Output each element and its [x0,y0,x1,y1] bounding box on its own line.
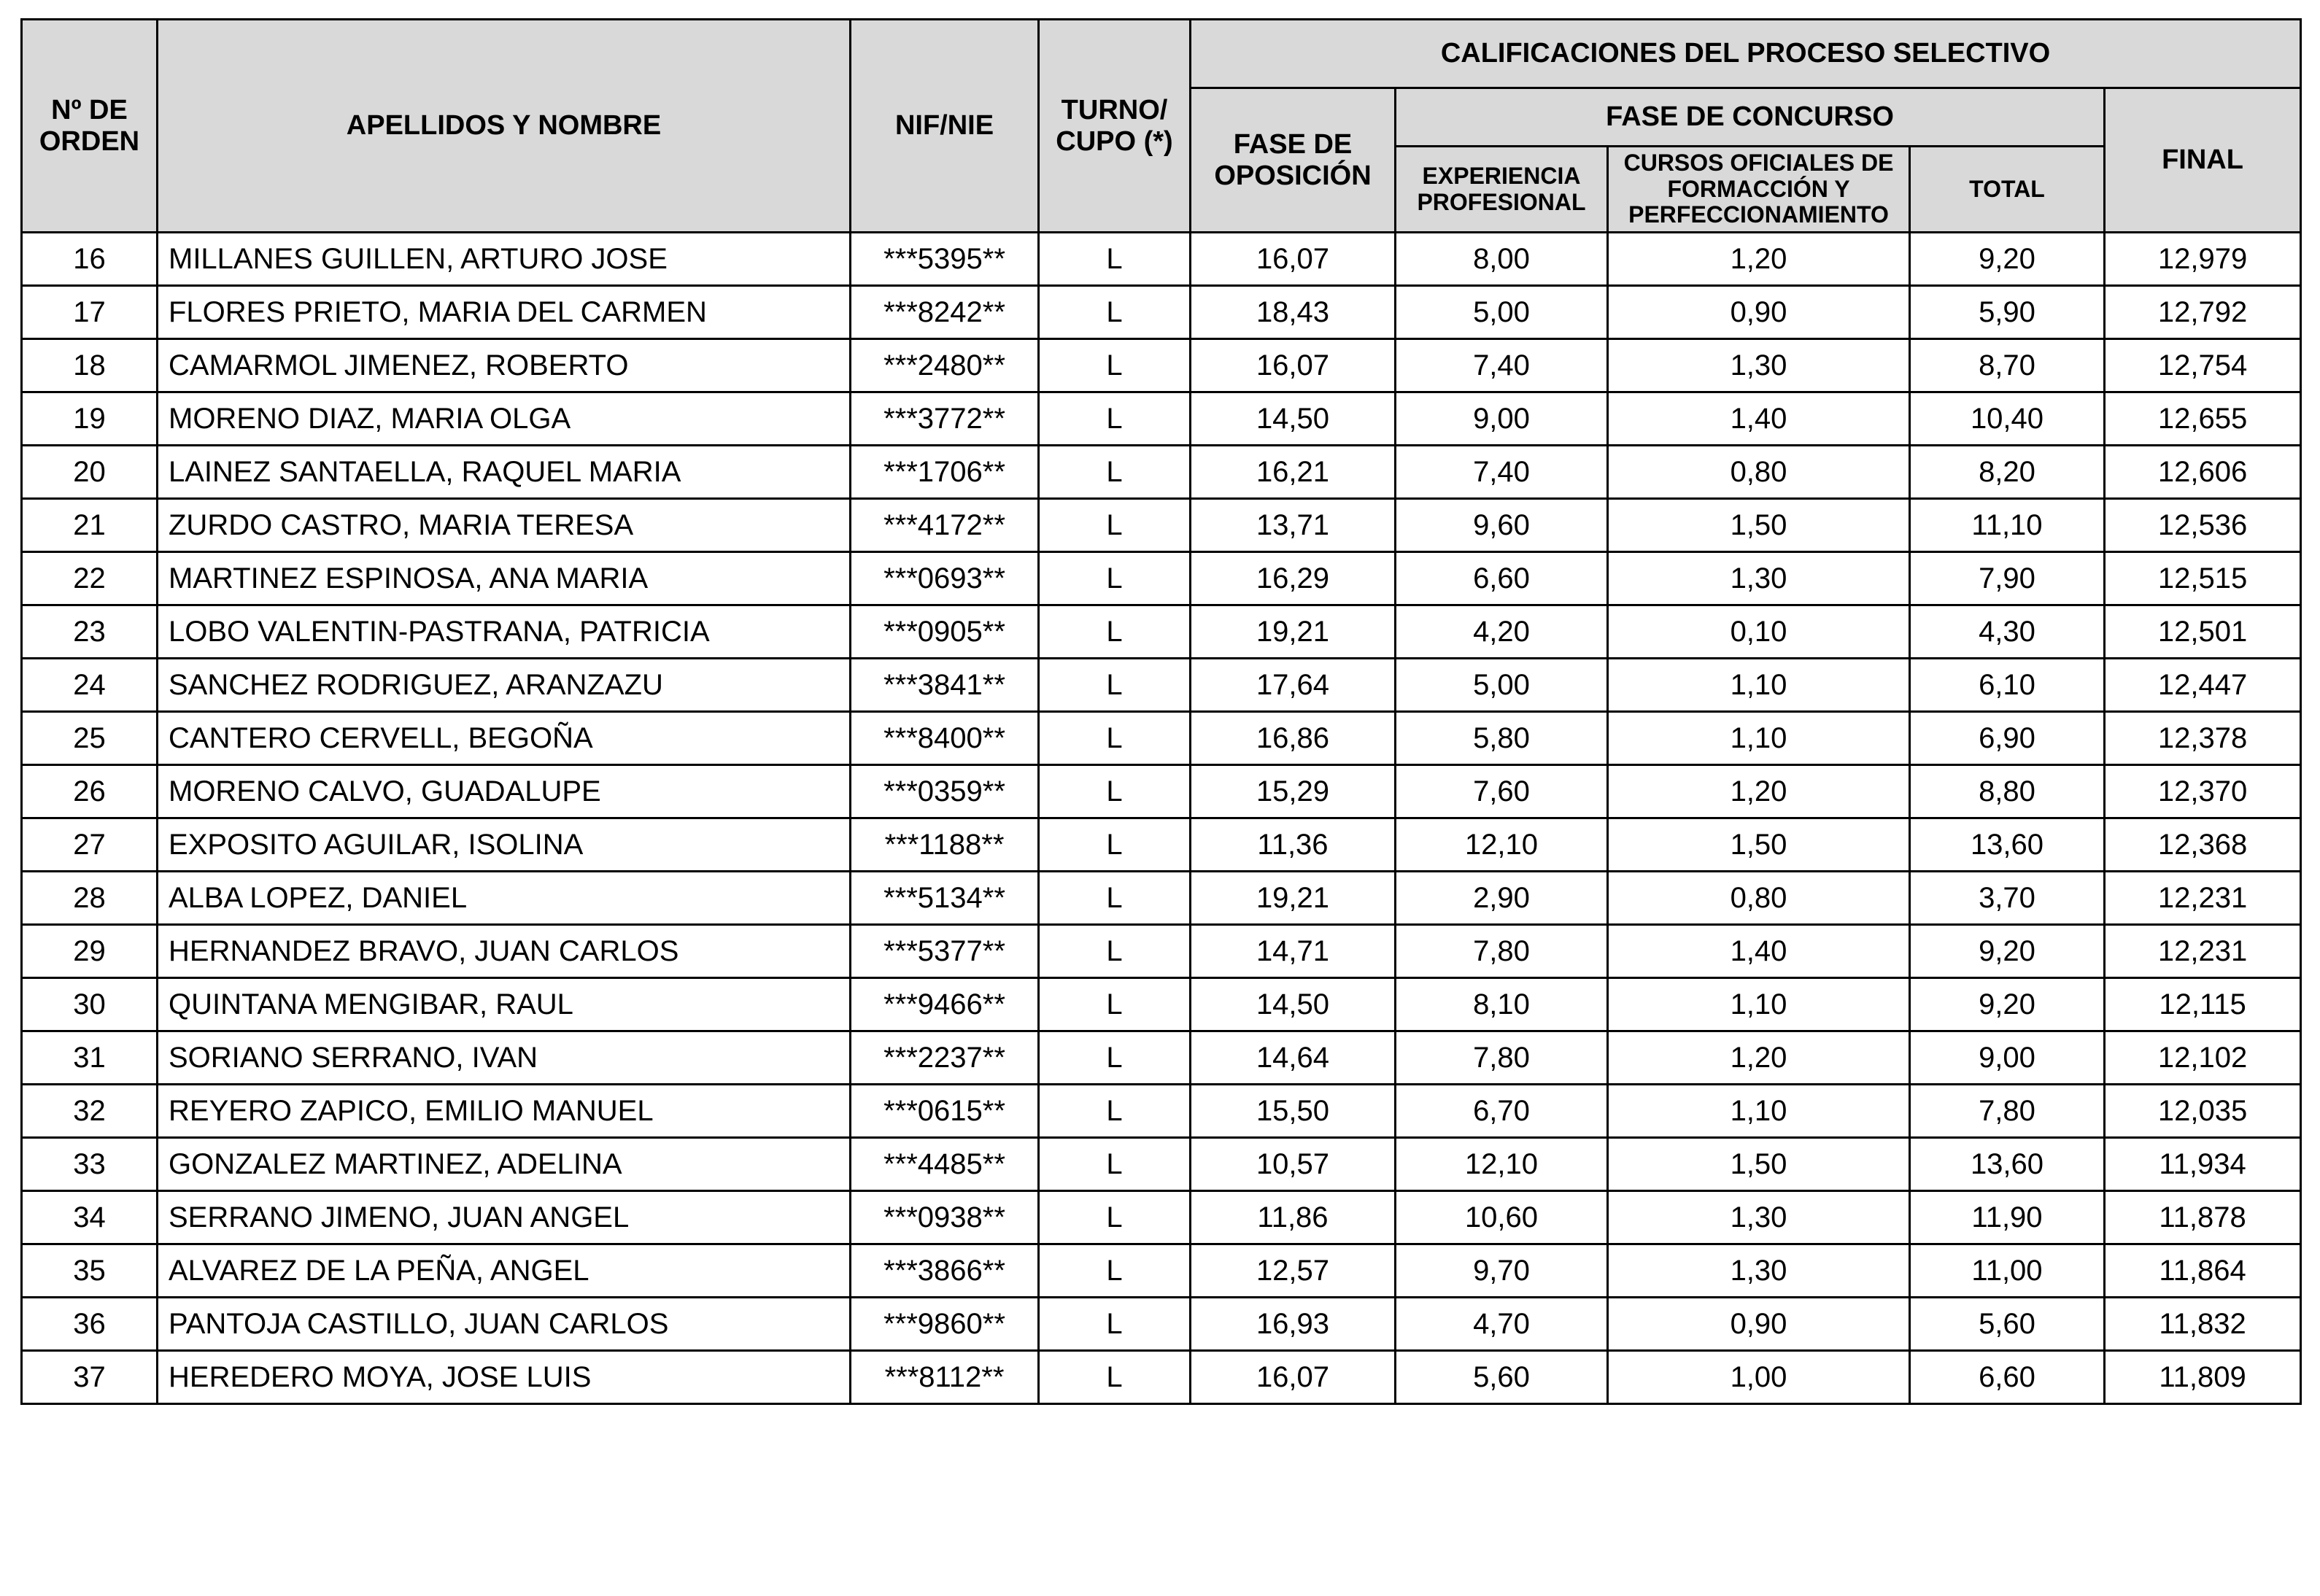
cell-total: 10,40 [1910,392,2105,446]
cell-turno: L [1039,659,1191,712]
cell-final: 12,231 [2105,925,2301,978]
cell-nif: ***9860** [851,1298,1039,1351]
header-nombre: APELLIDOS Y NOMBRE [158,20,851,233]
table-row [22,1244,2301,1298]
cell-turno: L [1039,978,1191,1031]
cell-cursos: 1,30 [1608,1244,1910,1298]
cell-oposicion: 11,86 [1191,1191,1396,1244]
cell-experiencia: 9,60 [1396,499,1608,552]
cell-nombre: SANCHEZ RODRIGUEZ, ARANZAZU [158,659,851,712]
cell-experiencia: 2,90 [1396,872,1608,925]
cell-turno: L [1039,286,1191,339]
cell-nif: ***2480** [851,339,1039,392]
table-row [22,1085,2301,1138]
table-row [22,1351,2301,1404]
cell-experiencia: 8,00 [1396,233,1608,286]
cell-cursos: 1,50 [1608,818,1910,872]
cell-final: 12,792 [2105,286,2301,339]
cell-experiencia: 10,60 [1396,1191,1608,1244]
header-concurso: FASE DE CONCURSO [1396,88,2105,147]
cell-experiencia: 7,40 [1396,446,1608,499]
cell-oposicion: 15,50 [1191,1085,1396,1138]
cell-final: 11,864 [2105,1244,2301,1298]
cell-nombre: MILLANES GUILLEN, ARTURO JOSE [158,233,851,286]
cell-total: 11,00 [1910,1244,2105,1298]
cell-turno: L [1039,339,1191,392]
cell-turno: L [1039,552,1191,605]
cell-total: 9,20 [1910,233,2105,286]
table-header [22,20,2301,233]
cell-experiencia: 8,10 [1396,978,1608,1031]
cell-experiencia: 5,80 [1396,712,1608,765]
cell-nif: ***8400** [851,712,1039,765]
cell-oposicion: 13,71 [1191,499,1396,552]
cell-orden: 16 [22,233,158,286]
cell-total: 6,90 [1910,712,2105,765]
cell-total: 13,60 [1910,1138,2105,1191]
table-row [22,392,2301,446]
table-row [22,446,2301,499]
cell-nombre: MARTINEZ ESPINOSA, ANA MARIA [158,552,851,605]
cell-nombre: LOBO VALENTIN-PASTRANA, PATRICIA [158,605,851,659]
cell-experiencia: 7,80 [1396,1031,1608,1085]
cell-cursos: 1,50 [1608,1138,1910,1191]
cell-oposicion: 14,50 [1191,978,1396,1031]
cell-nombre: GONZALEZ MARTINEZ, ADELINA [158,1138,851,1191]
table-row [22,499,2301,552]
cell-nombre: HEREDERO MOYA, JOSE LUIS [158,1351,851,1404]
cell-turno: L [1039,392,1191,446]
cell-oposicion: 12,57 [1191,1244,1396,1298]
cell-nombre: SORIANO SERRANO, IVAN [158,1031,851,1085]
cell-experiencia: 6,60 [1396,552,1608,605]
header-orden: Nº DE ORDEN [22,20,158,233]
cell-oposicion: 11,36 [1191,818,1396,872]
cell-cursos: 0,80 [1608,446,1910,499]
cell-experiencia: 12,10 [1396,818,1608,872]
cell-nif: ***0615** [851,1085,1039,1138]
cell-orden: 17 [22,286,158,339]
grades-table [20,18,2302,1405]
cell-oposicion: 10,57 [1191,1138,1396,1191]
cell-total: 7,90 [1910,552,2105,605]
cell-nif: ***2237** [851,1031,1039,1085]
cell-nif: ***3866** [851,1244,1039,1298]
header-experiencia: EXPERIENCIA PROFESIONAL [1396,147,1608,233]
cell-cursos: 1,40 [1608,392,1910,446]
cell-nombre: SERRANO JIMENO, JUAN ANGEL [158,1191,851,1244]
cell-final: 12,655 [2105,392,2301,446]
cell-oposicion: 19,21 [1191,872,1396,925]
cell-cursos: 1,00 [1608,1351,1910,1404]
header-turno: TURNO/ CUPO (*) [1039,20,1191,233]
cell-nombre: PANTOJA CASTILLO, JUAN CARLOS [158,1298,851,1351]
cell-cursos: 1,30 [1608,339,1910,392]
cell-nif: ***5377** [851,925,1039,978]
cell-nif: ***4172** [851,499,1039,552]
cell-total: 5,60 [1910,1298,2105,1351]
table-row [22,659,2301,712]
table-row [22,1191,2301,1244]
cell-oposicion: 18,43 [1191,286,1396,339]
cell-oposicion: 14,50 [1191,392,1396,446]
cell-orden: 33 [22,1138,158,1191]
cell-final: 12,606 [2105,446,2301,499]
cell-orden: 31 [22,1031,158,1085]
cell-total: 11,10 [1910,499,2105,552]
header-cursos: CURSOS OFICIALES DE FORMACCIÓN Y PERFECCIONAMIENTO [1608,147,1910,233]
cell-total: 7,80 [1910,1085,2105,1138]
cell-turno: L [1039,1031,1191,1085]
cell-experiencia: 12,10 [1396,1138,1608,1191]
cell-oposicion: 17,64 [1191,659,1396,712]
cell-orden: 22 [22,552,158,605]
table-row [22,818,2301,872]
cell-turno: L [1039,1138,1191,1191]
cell-final: 12,102 [2105,1031,2301,1085]
cell-oposicion: 14,64 [1191,1031,1396,1085]
cell-nif: ***5395** [851,233,1039,286]
cell-nif: ***0905** [851,605,1039,659]
cell-turno: L [1039,872,1191,925]
table-row [22,286,2301,339]
cell-orden: 25 [22,712,158,765]
cell-nombre: MORENO DIAZ, MARIA OLGA [158,392,851,446]
cell-orden: 36 [22,1298,158,1351]
cell-nombre: ALVAREZ DE LA PEÑA, ANGEL [158,1244,851,1298]
cell-cursos: 0,90 [1608,1298,1910,1351]
cell-final: 11,934 [2105,1138,2301,1191]
cell-final: 11,878 [2105,1191,2301,1244]
table-row [22,1031,2301,1085]
cell-nombre: LAINEZ SANTAELLA, RAQUEL MARIA [158,446,851,499]
cell-oposicion: 16,07 [1191,233,1396,286]
cell-turno: L [1039,499,1191,552]
cell-nombre: ZURDO CASTRO, MARIA TERESA [158,499,851,552]
cell-turno: L [1039,1351,1191,1404]
cell-final: 12,754 [2105,339,2301,392]
cell-final: 12,515 [2105,552,2301,605]
cell-total: 8,20 [1910,446,2105,499]
cell-oposicion: 15,29 [1191,765,1396,818]
cell-final: 12,370 [2105,765,2301,818]
cell-total: 11,90 [1910,1191,2105,1244]
cell-oposicion: 16,07 [1191,339,1396,392]
table-row [22,1298,2301,1351]
cell-total: 9,20 [1910,925,2105,978]
cell-final: 11,809 [2105,1351,2301,1404]
cell-nif: ***1188** [851,818,1039,872]
cell-final: 12,536 [2105,499,2301,552]
cell-nombre: CAMARMOL JIMENEZ, ROBERTO [158,339,851,392]
table-row [22,978,2301,1031]
cell-orden: 27 [22,818,158,872]
cell-turno: L [1039,1298,1191,1351]
cell-final: 12,035 [2105,1085,2301,1138]
table-row [22,233,2301,286]
cell-nif: ***8112** [851,1351,1039,1404]
cell-orden: 18 [22,339,158,392]
cell-cursos: 1,30 [1608,552,1910,605]
cell-cursos: 0,80 [1608,872,1910,925]
cell-final: 12,447 [2105,659,2301,712]
cell-orden: 34 [22,1191,158,1244]
header-final: FINAL [2105,88,2301,233]
cell-orden: 19 [22,392,158,446]
cell-cursos: 1,30 [1608,1191,1910,1244]
table-row [22,339,2301,392]
cell-oposicion: 16,86 [1191,712,1396,765]
cell-total: 9,20 [1910,978,2105,1031]
cell-final: 11,832 [2105,1298,2301,1351]
cell-oposicion: 14,71 [1191,925,1396,978]
cell-orden: 28 [22,872,158,925]
cell-oposicion: 16,21 [1191,446,1396,499]
cell-final: 12,501 [2105,605,2301,659]
cell-turno: L [1039,818,1191,872]
cell-experiencia: 5,60 [1396,1351,1608,1404]
table-row [22,552,2301,605]
cell-orden: 20 [22,446,158,499]
table-row [22,1138,2301,1191]
cell-total: 8,70 [1910,339,2105,392]
cell-orden: 26 [22,765,158,818]
cell-cursos: 1,20 [1608,1031,1910,1085]
cell-experiencia: 5,00 [1396,286,1608,339]
table-row [22,765,2301,818]
table-row [22,605,2301,659]
cell-nif: ***3772** [851,392,1039,446]
cell-total: 8,80 [1910,765,2105,818]
cell-nombre: HERNANDEZ BRAVO, JUAN CARLOS [158,925,851,978]
cell-final: 12,115 [2105,978,2301,1031]
cell-turno: L [1039,605,1191,659]
table-body [22,233,2301,1404]
cell-orden: 37 [22,1351,158,1404]
cell-turno: L [1039,1244,1191,1298]
cell-cursos: 1,20 [1608,765,1910,818]
cell-experiencia: 6,70 [1396,1085,1608,1138]
cell-turno: L [1039,765,1191,818]
header-nif: NIF/NIE [851,20,1039,233]
cell-experiencia: 7,60 [1396,765,1608,818]
cell-orden: 32 [22,1085,158,1138]
cell-turno: L [1039,712,1191,765]
header-calificaciones: CALIFICACIONES DEL PROCESO SELECTIVO [1191,20,2301,88]
table-row [22,872,2301,925]
cell-nombre: EXPOSITO AGUILAR, ISOLINA [158,818,851,872]
cell-total: 9,00 [1910,1031,2105,1085]
cell-oposicion: 16,07 [1191,1351,1396,1404]
header-oposicion: FASE DE OPOSICIÓN [1191,88,1396,233]
cell-turno: L [1039,1191,1191,1244]
cell-final: 12,231 [2105,872,2301,925]
cell-experiencia: 7,40 [1396,339,1608,392]
cell-nombre: ALBA LOPEZ, DANIEL [158,872,851,925]
cell-cursos: 1,40 [1608,925,1910,978]
cell-nombre: CANTERO CERVELL, BEGOÑA [158,712,851,765]
cell-nombre: QUINTANA MENGIBAR, RAUL [158,978,851,1031]
cell-nif: ***5134** [851,872,1039,925]
cell-total: 5,90 [1910,286,2105,339]
cell-cursos: 1,10 [1608,712,1910,765]
cell-nif: ***0359** [851,765,1039,818]
cell-total: 6,60 [1910,1351,2105,1404]
cell-cursos: 1,10 [1608,659,1910,712]
table-row [22,712,2301,765]
cell-total: 3,70 [1910,872,2105,925]
cell-experiencia: 4,20 [1396,605,1608,659]
cell-orden: 24 [22,659,158,712]
cell-total: 13,60 [1910,818,2105,872]
cell-turno: L [1039,446,1191,499]
cell-experiencia: 7,80 [1396,925,1608,978]
cell-experiencia: 9,70 [1396,1244,1608,1298]
cell-nombre: FLORES PRIETO, MARIA DEL CARMEN [158,286,851,339]
header-total: TOTAL [1910,147,2105,233]
cell-turno: L [1039,1085,1191,1138]
cell-nombre: REYERO ZAPICO, EMILIO MANUEL [158,1085,851,1138]
cell-total: 4,30 [1910,605,2105,659]
cell-cursos: 0,90 [1608,286,1910,339]
cell-experiencia: 4,70 [1396,1298,1608,1351]
cell-orden: 30 [22,978,158,1031]
cell-final: 12,378 [2105,712,2301,765]
table-row [22,925,2301,978]
cell-cursos: 1,10 [1608,1085,1910,1138]
cell-cursos: 1,20 [1608,233,1910,286]
cell-final: 12,368 [2105,818,2301,872]
cell-orden: 29 [22,925,158,978]
cell-oposicion: 19,21 [1191,605,1396,659]
cell-nif: ***0693** [851,552,1039,605]
cell-nif: ***8242** [851,286,1039,339]
cell-total: 6,10 [1910,659,2105,712]
cell-orden: 35 [22,1244,158,1298]
cell-oposicion: 16,93 [1191,1298,1396,1351]
cell-orden: 23 [22,605,158,659]
cell-nif: ***3841** [851,659,1039,712]
cell-experiencia: 5,00 [1396,659,1608,712]
cell-cursos: 1,10 [1608,978,1910,1031]
cell-nombre: MORENO CALVO, GUADALUPE [158,765,851,818]
cell-experiencia: 9,00 [1396,392,1608,446]
cell-final: 12,979 [2105,233,2301,286]
cell-orden: 21 [22,499,158,552]
cell-oposicion: 16,29 [1191,552,1396,605]
cell-nif: ***0938** [851,1191,1039,1244]
cell-nif: ***9466** [851,978,1039,1031]
cell-cursos: 1,50 [1608,499,1910,552]
cell-nif: ***1706** [851,446,1039,499]
cell-turno: L [1039,233,1191,286]
cell-turno: L [1039,925,1191,978]
cell-cursos: 0,10 [1608,605,1910,659]
cell-nif: ***4485** [851,1138,1039,1191]
